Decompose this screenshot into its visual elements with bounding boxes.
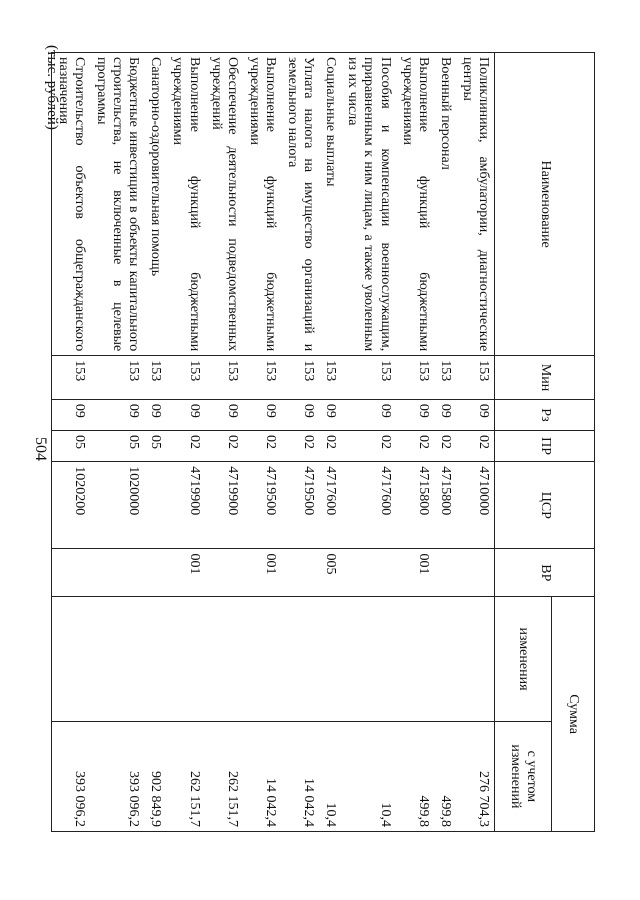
row-vr — [456, 549, 495, 597]
row-total: 276 704,3 — [456, 721, 495, 831]
row-min: 153 — [90, 356, 144, 400]
row-changes — [319, 597, 341, 722]
header-with-changes: с учетом изменений — [495, 721, 552, 831]
row-rz: 09 — [396, 399, 434, 430]
row-total: 262 151,7 — [205, 721, 243, 831]
row-pr: 02 — [456, 431, 495, 462]
row-changes — [205, 597, 243, 722]
row-pr: 05 — [144, 431, 166, 462]
row-min: 153 — [396, 356, 434, 400]
row-name: Бюджетные инвестиции в объекты капитального строительства, не включенные в целевые программы — [90, 53, 144, 356]
row-csr: 4715800 — [396, 462, 434, 549]
units-label: (тыс. рублей) — [44, 45, 60, 130]
row-csr: 4715800 — [434, 462, 456, 549]
table-row — [243, 53, 281, 832]
table-body — [51, 53, 494, 832]
row-min: 153 — [341, 356, 395, 400]
row-csr: 4719500 — [243, 462, 281, 549]
row-total: 499,8 — [434, 721, 456, 831]
table-row — [341, 53, 395, 832]
row-name: Выполнение функций бюджетными учреждениями — [243, 53, 281, 356]
row-min: 153 — [144, 356, 166, 400]
header-rz: Рз — [495, 399, 595, 430]
row-total: 10,4 — [341, 721, 395, 831]
row-min: 153 — [434, 356, 456, 400]
row-name: Военный персонал — [434, 53, 456, 356]
row-min: 153 — [166, 356, 204, 400]
row-vr — [51, 549, 90, 597]
budget-table — [51, 52, 595, 832]
row-rz: 09 — [90, 399, 144, 430]
row-pr: 02 — [341, 431, 395, 462]
row-changes — [90, 597, 144, 722]
row-rz: 09 — [456, 399, 495, 430]
row-total: 902 849,9 — [144, 721, 166, 831]
row-pr: 02 — [281, 431, 319, 462]
row-changes — [51, 597, 90, 722]
table-row — [281, 53, 319, 832]
row-rz: 09 — [205, 399, 243, 430]
row-name: Строительство объектов общегражданского назначения — [51, 53, 90, 356]
row-pr: 02 — [243, 431, 281, 462]
row-csr: 4719900 — [166, 462, 204, 549]
header-vr: ВР — [495, 549, 595, 597]
row-csr: 4710000 — [456, 462, 495, 549]
row-vr — [281, 549, 319, 597]
row-csr: 1020000 — [90, 462, 144, 549]
row-pr: 05 — [90, 431, 144, 462]
row-total: 14 042,4 — [243, 721, 281, 831]
row-name: Выполнение функций бюджетными учреждениями — [166, 53, 204, 356]
row-name: Выполнение функций бюджетными учреждениями — [396, 53, 434, 356]
row-name: Поликлиники, амбулатории, диагностические центры — [456, 53, 495, 356]
row-csr: 4717600 — [341, 462, 395, 549]
header-csr: ЦСР — [495, 462, 595, 549]
row-csr — [144, 462, 166, 549]
row-rz: 09 — [319, 399, 341, 430]
row-vr: 005 — [319, 549, 341, 597]
row-vr — [205, 549, 243, 597]
row-total: 14 042,4 — [281, 721, 319, 831]
row-vr — [341, 549, 395, 597]
row-name: Пособия и компенсации военнослужащим, приравненным к ним лицам, а также уволенным из их числа — [341, 53, 395, 356]
row-total: 499,8 — [396, 721, 434, 831]
row-csr: 1020200 — [51, 462, 90, 549]
table-row — [90, 53, 144, 832]
row-changes — [396, 597, 434, 722]
row-vr — [90, 549, 144, 597]
row-vr: 001 — [166, 549, 204, 597]
table-row — [144, 53, 166, 832]
table-row — [205, 53, 243, 832]
row-name: Социальные выплаты — [319, 53, 341, 356]
header-changes: изменения — [495, 597, 552, 722]
row-rz: 09 — [144, 399, 166, 430]
row-pr: 05 — [51, 431, 90, 462]
row-csr: 4717600 — [319, 462, 341, 549]
header-sum: Сумма — [552, 597, 595, 832]
row-name: Санаторно-оздоровительная помощь — [144, 53, 166, 356]
row-changes — [166, 597, 204, 722]
row-rz: 09 — [434, 399, 456, 430]
header-name: Наименование — [495, 53, 595, 356]
row-pr: 02 — [319, 431, 341, 462]
row-total: 262 151,7 — [166, 721, 204, 831]
row-total: 393 096,2 — [90, 721, 144, 831]
row-vr: 001 — [396, 549, 434, 597]
row-min: 153 — [319, 356, 341, 400]
row-rz: 09 — [341, 399, 395, 430]
row-name: Обеспечение деятельности подведомственных учреждений — [205, 53, 243, 356]
row-changes — [456, 597, 495, 722]
row-name: Уплата налога на имущество организаций и земельного налога — [281, 53, 319, 356]
table-row — [456, 53, 495, 832]
budget-table-container — [55, 52, 595, 832]
header-min: Мин — [495, 356, 595, 400]
row-min: 153 — [243, 356, 281, 400]
page-number: 504 — [32, 437, 49, 461]
row-changes — [341, 597, 395, 722]
row-changes — [144, 597, 166, 722]
header-pr: ПР — [495, 431, 595, 462]
row-rz: 09 — [243, 399, 281, 430]
row-changes — [243, 597, 281, 722]
row-changes — [281, 597, 319, 722]
table-row — [396, 53, 434, 832]
row-rz: 09 — [281, 399, 319, 430]
table-row — [434, 53, 456, 832]
row-rz: 09 — [51, 399, 90, 430]
table-row — [51, 53, 90, 832]
row-pr: 02 — [434, 431, 456, 462]
row-min: 153 — [281, 356, 319, 400]
table-row — [319, 53, 341, 832]
row-vr — [144, 549, 166, 597]
row-pr: 02 — [396, 431, 434, 462]
row-csr: 4719500 — [281, 462, 319, 549]
row-changes — [434, 597, 456, 722]
row-vr — [434, 549, 456, 597]
row-min: 153 — [51, 356, 90, 400]
row-total: 393 096,2 — [51, 721, 90, 831]
row-total: 10,4 — [319, 721, 341, 831]
table-row — [166, 53, 204, 832]
row-min: 153 — [456, 356, 495, 400]
row-csr: 4719900 — [205, 462, 243, 549]
row-rz: 09 — [166, 399, 204, 430]
row-min: 153 — [205, 356, 243, 400]
row-pr: 02 — [166, 431, 204, 462]
row-vr: 001 — [243, 549, 281, 597]
row-pr: 02 — [205, 431, 243, 462]
